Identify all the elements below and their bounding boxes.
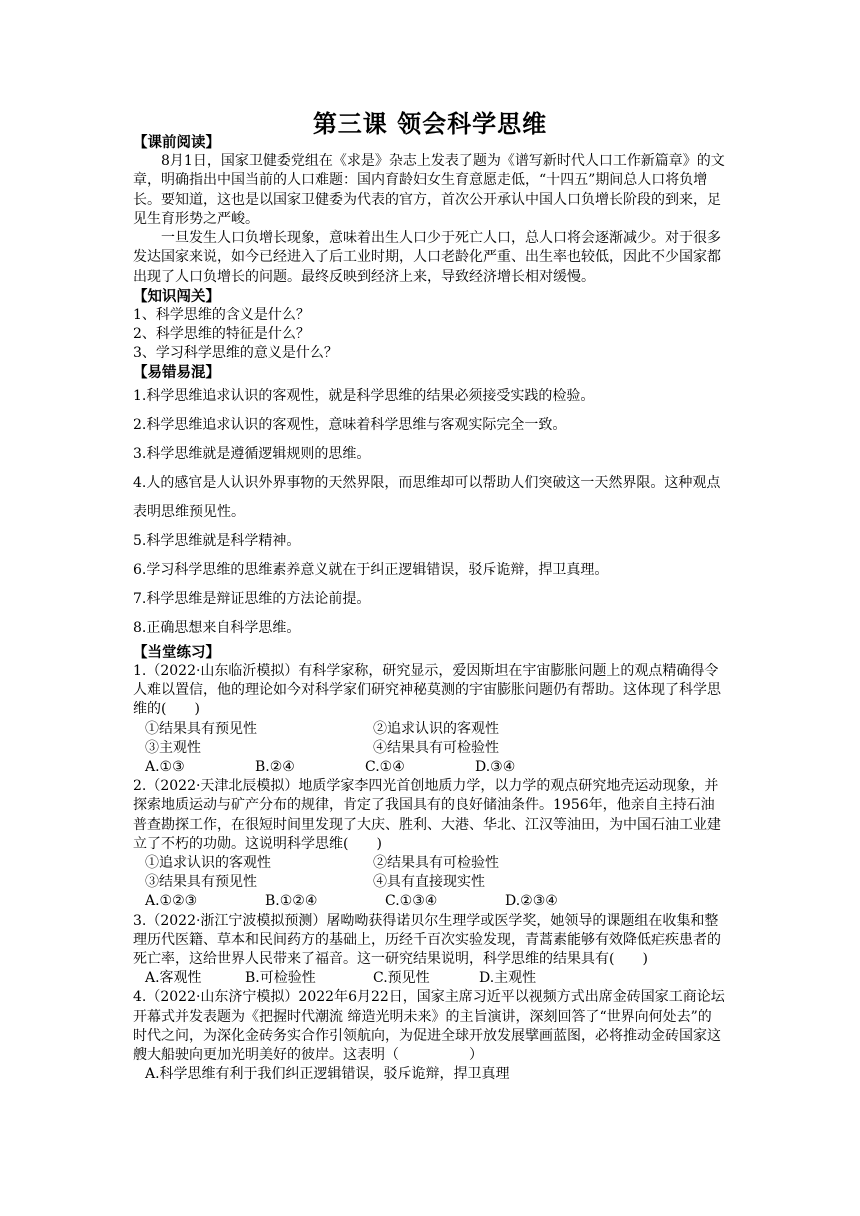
page-title: 第三课 领会科学思维 <box>312 109 548 138</box>
list-item: 7.科学思维是辩证思维的方法论前提。 <box>133 591 371 608</box>
list-item: 2、科学思维的特征是什么？ <box>133 326 310 343</box>
list-item: 8.正确思想来自科学思维。 <box>133 620 301 637</box>
section-heading-pre-reading: 【课前阅读】 <box>133 134 220 151</box>
list-item: 5.科学思维就是科学精神。 <box>133 533 301 550</box>
option: ④具有直接现实性 <box>373 874 485 891</box>
section-heading-knowledge: 【知识闯关】 <box>133 288 220 306</box>
answer-choice: A.客观性 <box>145 970 202 987</box>
option: ④结果具有可检验性 <box>373 739 499 756</box>
question-stem: 4.（2022·山东济宁模拟）2022年6月22日，国家主席习近平以视频方式出席金砖国家工商论坛开幕式并发表题为《把握时代潮流 缔造光明未来》的主旨演讲，深刻回答了“世界向何处去”的时代之问，为深化金砖务实合作引领航向，为促进全球开放发展擘画蓝图，必将推动金砖国家这艘大船驶向更加光明美好的彼岸。这表明（ ） <box>133 989 725 1064</box>
answer-choice: C.①④ <box>365 759 405 776</box>
list-item: 1.科学思维追求认识的客观性，就是科学思维的结果必须接受实践的检验。 <box>133 388 595 405</box>
answer-choice: D.主观性 <box>479 970 537 987</box>
option: ③主观性 <box>145 739 201 756</box>
option: ③结果具有预见性 <box>145 874 257 891</box>
answer-choice: C.①③④ <box>385 893 438 910</box>
question-stem: 2.（2022·天津北辰模拟）地质学家李四光首创地质力学，以力学的观点研究地壳运动现象，并探索地质运动与矿产分布的规律，肯定了我国具有的良好储油条件。1956年，他亲自主持石油普查勘探工作，在很短时间里发现了大庆、胜利、大港、华北、江汉等油田，为中国石油工业建立了不朽的功勋。这说明科学思维( ) <box>133 778 721 852</box>
list-item: 3、学习科学思维的意义是什么？ <box>133 345 338 362</box>
answer-choice: B.可检验性 <box>245 970 316 987</box>
list-item: 1、科学思维的含义是什么？ <box>133 307 310 324</box>
option: ①结果具有预见性 <box>145 720 257 737</box>
question-stem: 3.（2022·浙江宁波模拟预测）屠呦呦获得诺贝尔生理学或医学奖，她领导的课题组在收集和整理历代医籍、草本和民间药方的基础上，历经千百次实验发现，青蒿素能够有效降低疟疾患者的死亡率，这给世界人民带来了福音。这一研究结果说明，科学思维的结果具有( ) <box>133 912 721 968</box>
answer-row <box>133 758 725 777</box>
answer-choice: B.①②④ <box>265 893 318 910</box>
answer-choice: D.③④ <box>475 759 516 776</box>
option: ②追求认识的客观性 <box>373 720 499 737</box>
answer-choice: D.②③④ <box>505 893 558 910</box>
answer-choice: A.科学思维有利于我们纠正逻辑错误，驳斥诡辩，捍卫真理 <box>145 1066 510 1083</box>
list-item: 6.学习科学思维的思维素养意义就在于纠正逻辑错误，驳斥诡辩，捍卫真理。 <box>133 562 609 579</box>
paragraph: 8月1日，国家卫健委党组在《求是》杂志上发表了题为《谱写新时代人口工作新篇章》的文章，明确指出中国当前的人口难题：国内育龄妇女生育意愿走低，“十四五”期间总人口将负增长。要知道，这也是以国家卫健委为代表的官方，首次公开承认中国人口负增长阶段的到来，足见生育形势之严峻。 <box>133 153 725 227</box>
list-item: 4.人的感官是人认识外界事物的天然界限，而思维却可以帮助人们突破这一天然界限。这种观点表明思维预见性。 <box>133 475 721 521</box>
option-row <box>133 854 725 873</box>
section-heading-practice: 【当堂练习】 <box>133 644 220 662</box>
answer-row <box>133 1065 725 1084</box>
answer-choice: B.②④ <box>255 759 295 776</box>
answer-choice: A.①③ <box>145 759 185 776</box>
section-heading-errors: 【易错易混】 <box>133 364 220 382</box>
list-item: 3.科学思维就是遵循逻辑规则的思维。 <box>133 446 371 463</box>
option-row <box>133 739 725 758</box>
option-row <box>133 873 725 892</box>
option: ②结果具有可检验性 <box>373 855 499 872</box>
question-stem: 1.（2022·山东临沂模拟）有科学家称，研究显示，爱因斯坦在宇宙膨胀问题上的观点精确得令人难以置信，他的理论如今对科学家们研究神秘莫测的宇宙膨胀问题仍有帮助。这体现了科学思维的( ) <box>133 663 721 718</box>
list-item: 2.科学思维追求认识的客观性，意味着科学思维与客观实际完全一致。 <box>133 417 567 434</box>
document-body <box>133 133 725 1084</box>
option: ①追求认识的客观性 <box>145 855 271 872</box>
paragraph: 一旦发生人口负增长现象，意味着出生人口少于死亡人口，总人口将会逐渐减少。对于很多发达国家来说，如今已经进入了后工业时期，人口老龄化严重、出生率也较低，因此不少国家都出现了人口负增长的问题。最终反映到经济上来，导致经济增长相对缓慢。 <box>133 230 721 285</box>
answer-row <box>133 969 725 988</box>
answer-row <box>133 892 725 911</box>
answer-choice: C.预见性 <box>373 970 430 987</box>
answer-choice: A.①②③ <box>145 893 198 910</box>
option-row <box>133 720 725 739</box>
